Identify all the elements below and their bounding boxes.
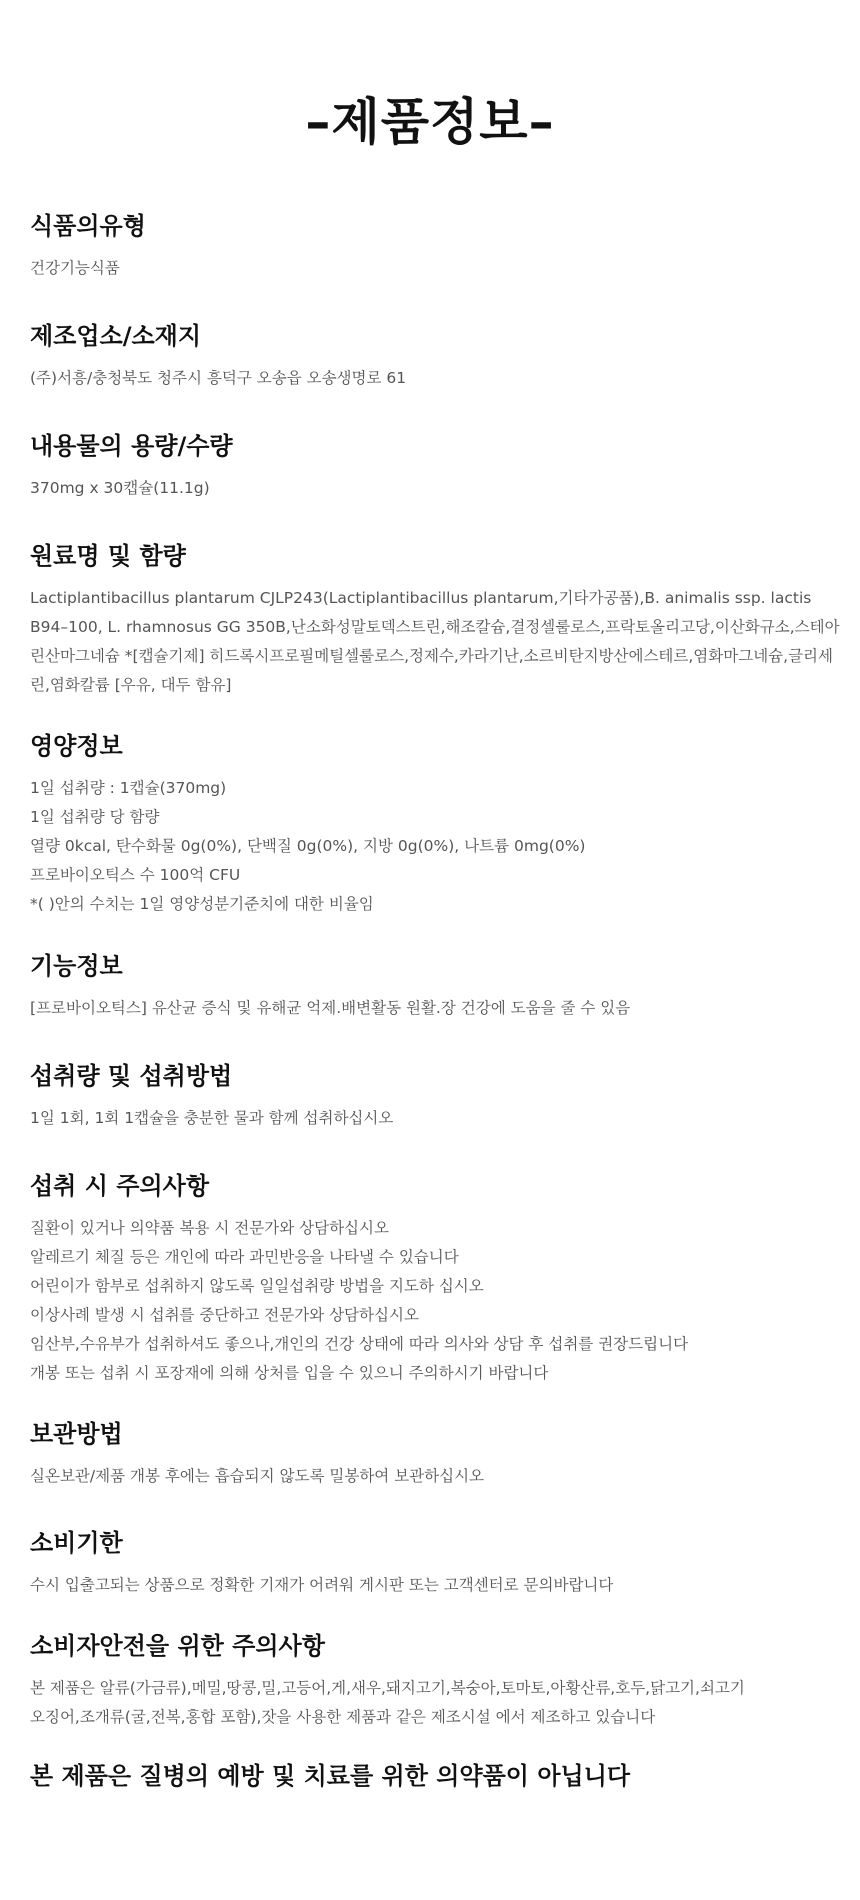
- caution-line: 임산부,수유부가 섭취하셔도 좋으나,개인의 건강 상태에 따라 의사와 상담 후 섭취를 권장드립니다: [30, 1335, 689, 1353]
- section-heading-consumer-safety: 소비자안전을 위한 주의사항: [30, 1632, 325, 1660]
- function-value: [프로바이오틱스] 유산균 증식 및 유해균 억제.배변활동 원활.장 건강에 도움을 줄 수 있음: [30, 999, 631, 1017]
- section-heading-food-type: 식품의유형: [30, 212, 146, 240]
- section-body-cautions: [30, 1214, 840, 1388]
- nutrition-line: 1일 섭취량 : 1캡슐(370mg): [30, 779, 227, 797]
- section-heading-dosage: 섭취량 및 섭취방법: [30, 1062, 233, 1090]
- caution-line: 알레르기 체질 등은 개인에 따라 과민반응을 나타낼 수 있습니다: [30, 1248, 459, 1266]
- section-capacity: [30, 430, 840, 503]
- section-body-dosage: [30, 1104, 840, 1133]
- expiry-value: 수시 입출고되는 상품으로 정확한 기재가 어려워 게시판 또는 고객센터로 문의바랍니다: [30, 1576, 614, 1594]
- section-body-consumer-safety: [30, 1674, 840, 1732]
- section-body-expiry: [30, 1571, 840, 1600]
- manufacturer-value: (주)서흥/충청북도 청주시 흥덕구 오송읍 오송생명로 61: [30, 369, 407, 387]
- section-dosage: [30, 1060, 840, 1133]
- storage-value: 실온보관/제품 개봉 후에는 흡습되지 않도록 밀봉하여 보관하십시오: [30, 1467, 485, 1485]
- section-body-capacity: [30, 474, 840, 503]
- section-body-function: [30, 994, 840, 1023]
- final-notice: 본 제품은 질병의 예방 및 치료를 위한 의약품이 아닙니다: [30, 1762, 631, 1790]
- nutrition-line: 1일 섭취량 당 함량: [30, 808, 160, 826]
- section-storage: [30, 1418, 840, 1491]
- page-title: –제품정보–: [305, 93, 555, 151]
- ingredients-text: Lactiplantibacillus plantarum CJLP243(Lactiplantibacillus plantarum,기타가공품),B. animalis ssp. lactis B94–100, L. rhamnosus GG 350B,난소화성말토덱스트린,해조칼슘,결정셀룰로스,프락토올리고당,이산화규소,스테아린산마그네슘 *[캡슐기제] 히드록시프로필메틸셀룰로스,정제수,카라기난,소르비탄지방산에스테르,염화마그네슘,글리세린,염화칼륨 [우유, 대두 함유]: [30, 589, 840, 694]
- section-heading-ingredients: 원료명 및 함량: [30, 542, 186, 570]
- section-heading-function: 기능정보: [30, 952, 123, 980]
- section-heading-expiry: 소비기한: [30, 1529, 123, 1557]
- section-body-food-type: [30, 254, 840, 283]
- food-type-value: 건강기능식품: [30, 259, 120, 277]
- section-consumer-safety: [30, 1630, 840, 1732]
- section-heading-cautions: 섭취 시 주의사항: [30, 1172, 209, 1200]
- dosage-value: 1일 1회, 1회 1캡슐을 충분한 물과 함께 섭취하십시오: [30, 1109, 394, 1127]
- section-cautions: [30, 1170, 840, 1388]
- nutrition-line: *( )안의 수치는 1일 영양성분기준치에 대한 비율임: [30, 895, 374, 913]
- nutrition-line: 프로바이오틱스 수 100억 CFU: [30, 866, 241, 884]
- section-function: [30, 950, 840, 1023]
- section-body-storage: [30, 1462, 840, 1491]
- nutrition-line: 열량 0kcal, 탄수화물 0g(0%), 단백질 0g(0%), 지방 0g(0%), 나트륨 0mg(0%): [30, 837, 586, 855]
- section-heading-storage: 보관방법: [30, 1420, 123, 1448]
- caution-line: 개봉 또는 섭취 시 포장재에 의해 상처를 입을 수 있으니 주의하시기 바랍니다: [30, 1364, 549, 1382]
- section-ingredients: [30, 540, 840, 700]
- caution-line: 질환이 있거나 의약품 복용 시 전문가와 상담하십시오: [30, 1219, 389, 1237]
- consumer-safety-line: 오징어,조개류(굴,전복,홍합 포함),잣을 사용한 제품과 같은 제조시설 에서 제조하고 있습니다: [30, 1708, 656, 1726]
- caution-line: 어린이가 함부로 섭취하지 않도록 일일섭취량 방법을 지도하 십시오: [30, 1277, 484, 1295]
- caution-line: 이상사례 발생 시 섭취를 중단하고 전문가와 상담하십시오: [30, 1306, 419, 1324]
- consumer-safety-line: 본 제품은 알류(가금류),메밀,땅콩,밀,고등어,게,새우,돼지고기,복숭아,토마토,아황산류,호두,닭고기,쇠고기: [30, 1679, 745, 1697]
- section-nutrition: [30, 730, 840, 919]
- section-heading-capacity: 내용물의 용량/수량: [30, 432, 233, 460]
- capacity-value: 370mg x 30캡슐(11.1g): [30, 479, 210, 497]
- section-body-nutrition: [30, 774, 840, 919]
- section-heading-manufacturer: 제조업소/소재지: [30, 322, 202, 350]
- section-heading-nutrition: 영양정보: [30, 732, 123, 760]
- section-manufacturer: [30, 320, 840, 393]
- section-body-manufacturer: [30, 364, 840, 393]
- section-food-type: [30, 210, 840, 283]
- section-expiry: [30, 1527, 840, 1600]
